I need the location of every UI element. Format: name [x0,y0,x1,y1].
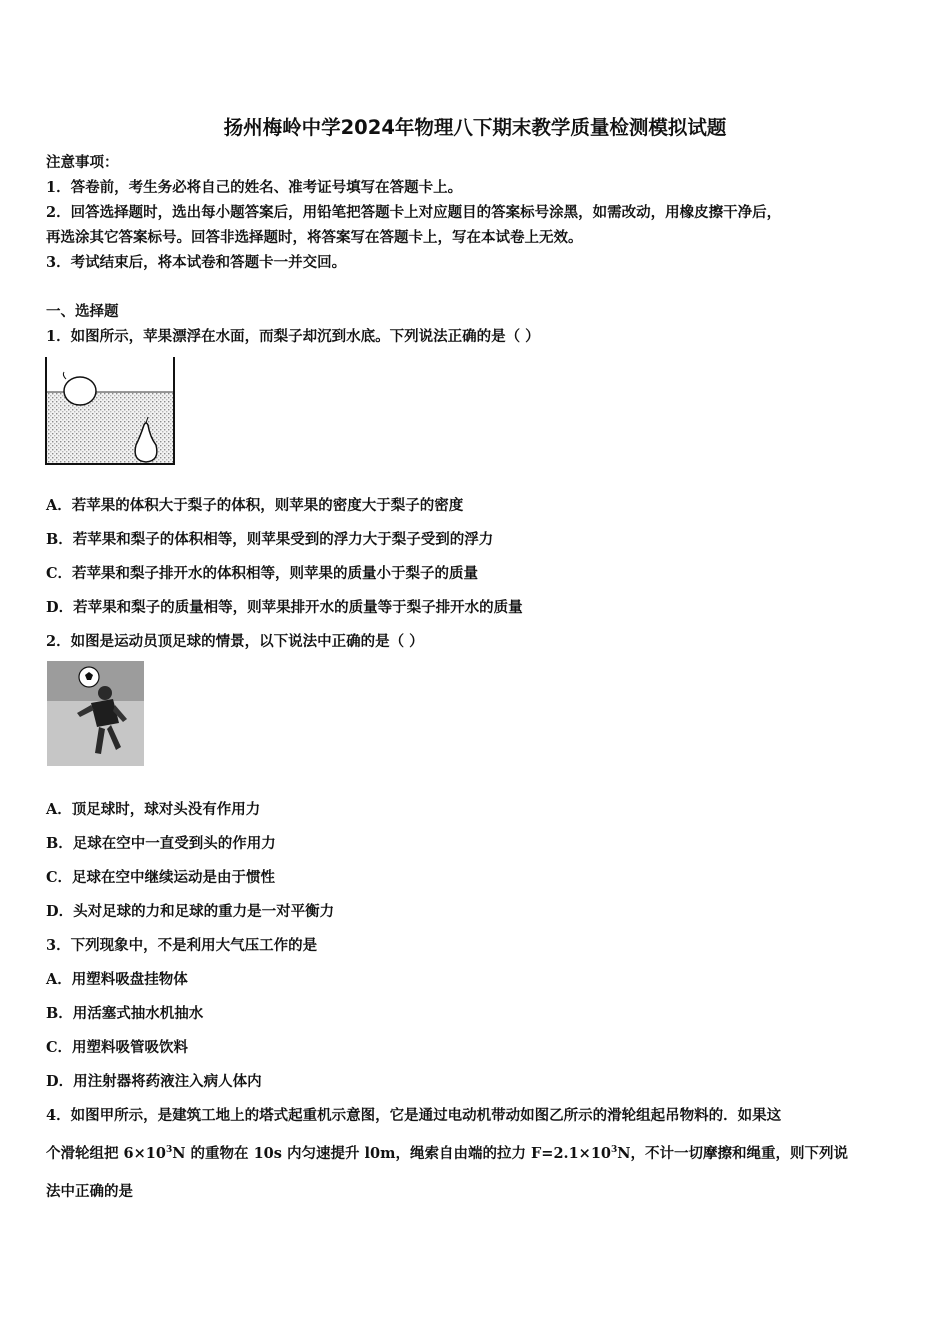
q3-option-d: D．用注射器将药液注入病人体内 [46,1073,262,1090]
q4-stem-line-1: 4．如图甲所示，是建筑工地上的塔式起重机示意图，它是通过电动机带动如图乙所示的滑轮组起吊物料的．如果这 [46,1107,782,1124]
notice-item-2-cont: 再选涂其它答案标号。回答非选择题时，将答案写在答题卡上，写在本试卷上无效。 [46,229,583,246]
header-soccer-photo [47,661,144,766]
q4-exponent-1: 3 [165,1145,173,1156]
q3-stem: 3．下列现象中，不是利用大气压工作的是 [46,937,318,954]
notice-item-1: 1．答卷前，考生务必将自己的姓名、准考证号填写在答题卡上。 [46,179,463,196]
apple [63,372,96,405]
q1-option-a: A．若苹果的体积大于梨子的体积，则苹果的密度大于梨子的密度 [46,497,464,514]
q2-option-b: B．足球在空中一直受到头的作用力 [46,835,276,852]
q2-option-c: C．足球在空中继续运动是由于惯性 [46,869,276,886]
q3-option-a: A．用塑料吸盘挂物体 [46,971,188,988]
q2-stem: 2．如图是运动员顶足球的情景，以下说法中正确的是（ ） [46,633,424,650]
notice-item-3: 3．考试结束后，将本试卷和答题卡一并交回。 [46,254,347,271]
q3-option-c: C．用塑料吸管吸饮料 [46,1039,189,1056]
q4-text-b: N 的重物在 10s 内匀速提升 l0m，绳索自由端的拉力 F=2.1×10 [172,1145,612,1162]
notice-heading: 注意事项： [46,154,119,171]
q4-text-c: N，不计一切摩擦和绳重，则下列说 [617,1145,849,1162]
q4-text-a: 个滑轮组把 6×10 [46,1145,166,1162]
q4-exponent-2: 3 [611,1145,618,1156]
soccer-ball [79,667,99,687]
notice-item-2: 2．回答选择题时，选出每小题答案后，用铅笔把答题卡上对应题目的答案标号涂黑，如需改动，用橡皮擦干净后， [46,204,782,221]
q4-stem-line-3: 法中正确的是 [46,1183,133,1200]
apple-pear-figure [44,357,178,467]
page-title: 扬州梅岭中学2024年物理八下期末教学质量检测模拟试题 [223,116,727,139]
q2-option-d: D．头对足球的力和足球的重力是一对平衡力 [46,903,335,920]
q4-stem-line-2 [46,1142,848,1163]
q1-option-d: D．若苹果和梨子的质量相等，则苹果排开水的质量等于梨子排开水的质量 [46,599,523,616]
q1-stem: 1．如图所示，苹果漂浮在水面，而梨子却沉到水底。下列说法正确的是（ ） [46,328,540,345]
q1-option-c: C．若苹果和梨子排开水的体积相等，则苹果的质量小于梨子的质量 [46,565,479,582]
q3-option-b: B．用活塞式抽水机抽水 [46,1005,204,1022]
section-heading: 一、选择题 [46,303,119,320]
q2-option-a: A．顶足球时，球对头没有作用力 [46,801,261,818]
q1-option-b: B．若苹果和梨子的体积相等，则苹果受到的浮力大于梨子受到的浮力 [46,531,494,548]
